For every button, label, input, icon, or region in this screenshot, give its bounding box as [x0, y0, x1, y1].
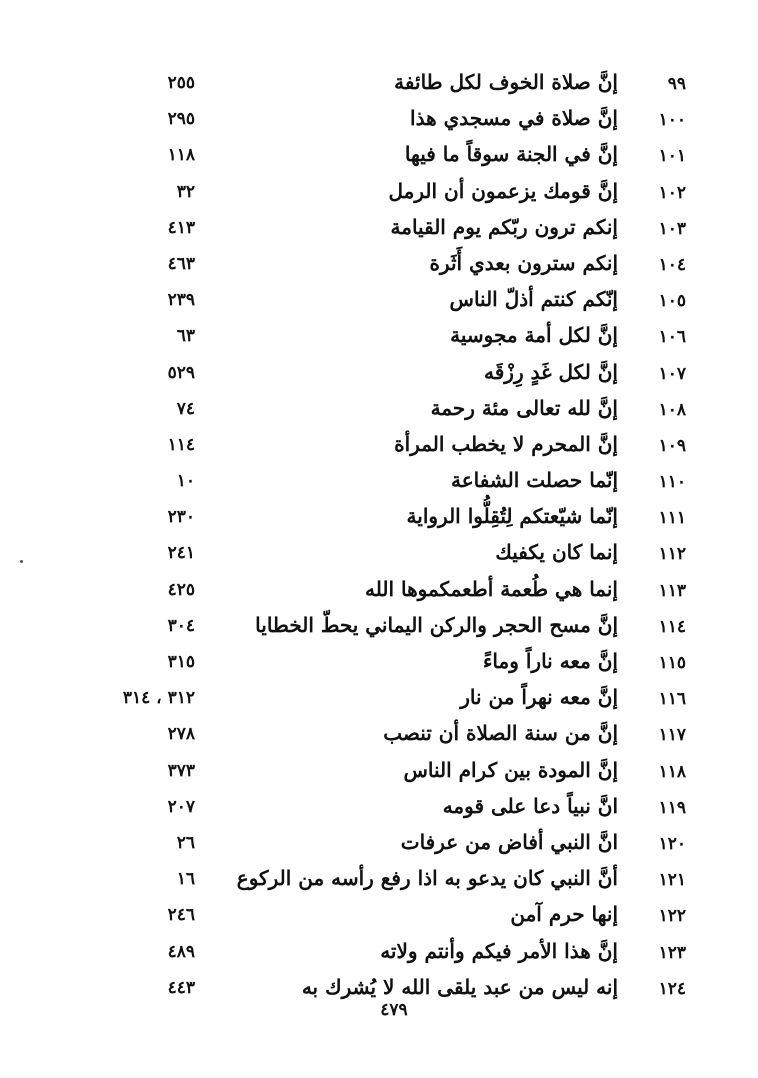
- index-entry: [0, 864, 758, 900]
- entry-number: ١٢٣: [658, 942, 686, 963]
- entry-number: ١١٠: [658, 472, 686, 493]
- entry-number: ١٠٩: [658, 435, 686, 456]
- index-entry: [0, 647, 758, 683]
- entry-number: ١١١: [658, 508, 686, 529]
- entry-page-ref: ٢٠٧: [167, 796, 195, 817]
- page-number: ٤٧٩: [380, 1000, 408, 1020]
- index-entry: [0, 285, 758, 321]
- entry-number: ١١٦: [658, 689, 686, 710]
- entry-number: ١٠٣: [658, 218, 686, 239]
- index-entry: [0, 321, 758, 357]
- entry-page-ref: ٤٨٩: [167, 941, 195, 962]
- entry-page-ref: ١٦: [176, 869, 195, 890]
- entry-text: انَّ النبي أفاض من عرفات: [400, 829, 618, 854]
- entry-page-ref: ١١٤: [167, 434, 195, 455]
- entry-number: ١١٩: [658, 797, 686, 818]
- index-entry: [0, 466, 758, 502]
- entry-text: إنَّ لله تعالى مئة رحمة: [430, 395, 618, 420]
- index-entry: [0, 719, 758, 755]
- entry-page-ref: ١٠: [176, 471, 195, 492]
- entry-page-ref: ٢٤٦: [167, 905, 195, 926]
- index-entry: [0, 575, 758, 611]
- index-entry: [0, 756, 758, 792]
- index-entry: [0, 430, 758, 466]
- entry-number: ١١٤: [658, 616, 686, 637]
- index-entry: [0, 937, 758, 973]
- entry-number: ١١٣: [658, 580, 686, 601]
- entry-text: إنما هي طُعمة أطعمكموها الله: [365, 576, 618, 601]
- index-entry: [0, 900, 758, 936]
- index-entry: [0, 538, 758, 574]
- index-entry: [0, 828, 758, 864]
- entry-page-ref: ٣٠٤: [167, 615, 195, 636]
- entry-number: ١٠١: [658, 146, 686, 167]
- entry-text: إنَّ من سنة الصلاة أن تنصب: [383, 721, 618, 746]
- entry-number: ١١٢: [658, 544, 686, 565]
- index-entry: [0, 177, 758, 213]
- entry-page-ref: ٢٤١: [167, 543, 195, 564]
- entry-page-ref: ٢٥٥: [167, 73, 195, 93]
- index-entry: [0, 104, 758, 140]
- entry-text: إنَّ معه ناراً وماءً: [483, 649, 618, 673]
- entry-text: إنَّ قومك يزعمون أن الرمل: [388, 178, 618, 203]
- entry-text: إنّما شيّعتكم لِتُقِلُّوا الرواية: [406, 504, 618, 529]
- entry-page-ref: ٥٢٩: [167, 362, 195, 383]
- index-entry: [0, 68, 758, 104]
- index-entry: [0, 792, 758, 828]
- entry-number: ١٠٢: [658, 182, 686, 203]
- entry-page-ref: ٢٩٥: [167, 109, 195, 130]
- entry-page-ref: ٣١٢ ، ٣١٤: [122, 688, 195, 709]
- entry-number: ١١٥: [658, 653, 686, 673]
- entry-text: إنَّ لكل غَدٍ رِزْقَه: [484, 359, 618, 384]
- page-footer: [0, 1000, 758, 1020]
- entry-page-ref: ٣٧٣: [167, 760, 195, 781]
- entry-number: ١١٨: [658, 761, 686, 782]
- entry-page-ref: ٤٢٥: [167, 579, 195, 600]
- entry-page-ref: ١١٨: [167, 145, 195, 166]
- entry-number: ١٠٧: [658, 363, 686, 384]
- entry-page-ref: ٢٣٩: [167, 290, 195, 311]
- entry-page-ref: ٢٧٨: [167, 724, 195, 745]
- index-entry: [0, 249, 758, 285]
- entry-number: ١٠٨: [658, 399, 686, 420]
- entry-text: إنَّ صلاة في مسجدي هذا: [410, 106, 618, 131]
- margin-mark: [20, 560, 23, 563]
- hadith-index-list: [0, 68, 758, 1009]
- entry-text: إنَّ هذا الأمر فيكم وأنتم ولاته: [380, 938, 618, 963]
- entry-number: ١٢٠: [658, 833, 686, 854]
- entry-page-ref: ٧٤: [176, 398, 195, 419]
- index-entry: [0, 394, 758, 430]
- entry-text: إنّكم كنتم أذلّ الناس: [449, 287, 618, 312]
- entry-number: ١٠٥: [658, 291, 686, 312]
- entry-number: ١٠٤: [658, 254, 686, 275]
- entry-page-ref: ٣٢: [176, 181, 195, 202]
- entry-text: إنَّ صلاة الخوف لكل طائفة: [394, 70, 618, 94]
- entry-page-ref: ٤٤٣: [167, 977, 195, 998]
- index-entry: [0, 683, 758, 719]
- entry-number: ١٠٠: [658, 110, 686, 131]
- entry-text: إنَّ المحرم لا يخطب المرأة: [394, 431, 618, 456]
- entry-page-ref: ٦٣: [176, 326, 195, 347]
- entry-text: إنكم ترون ربّكم يوم القيامة: [390, 214, 618, 239]
- entry-text: إنّما حصلت الشفاعة: [450, 468, 618, 493]
- index-entry: [0, 140, 758, 176]
- entry-text: أنَّ النبي كان يدعو به اذا رفع رأسه من الركوع: [236, 866, 618, 891]
- index-entry: [0, 502, 758, 538]
- index-entry: [0, 213, 758, 249]
- entry-text: إنَّ في الجنة سوقاً ما فيها: [404, 142, 618, 167]
- entry-text: إنَّ مسح الحجر والركن اليماني يحطّ الخطايا: [255, 612, 618, 637]
- entry-page-ref: ٣١٥: [167, 652, 195, 672]
- entry-text: إنكم سترون بعدي أَثَرة: [429, 250, 618, 275]
- index-entry: [0, 611, 758, 647]
- entry-page-ref: ٢٣٠: [167, 507, 195, 528]
- entry-number: ١٢٢: [658, 906, 686, 927]
- entry-text: انَّ نبياً دعا على قومه: [442, 793, 618, 818]
- entry-page-ref: ٢٦: [176, 832, 195, 853]
- entry-number: ٩٩: [667, 74, 686, 94]
- entry-number: ١٢٤: [658, 978, 686, 999]
- entry-text: إنَّ معه نهراً من نار: [460, 685, 618, 710]
- entry-number: ١٢١: [658, 870, 686, 891]
- entry-text: إنَّ المودة بين كرام الناس: [403, 757, 618, 782]
- entry-text: إنها حرم آمن: [510, 902, 618, 927]
- entry-number: ١٠٦: [658, 327, 686, 348]
- entry-text: إنه ليس من عبد يلقى الله لا يُشرك به: [301, 974, 618, 999]
- entry-page-ref: ٤٦٣: [167, 253, 195, 274]
- entry-text: إنَّ لكل أمة مجوسية: [450, 323, 618, 348]
- entry-page-ref: ٤١٣: [167, 217, 195, 238]
- entry-number: ١١٧: [658, 725, 686, 746]
- index-entry: [0, 358, 758, 394]
- entry-text: إنما كان يكفيك: [495, 540, 618, 565]
